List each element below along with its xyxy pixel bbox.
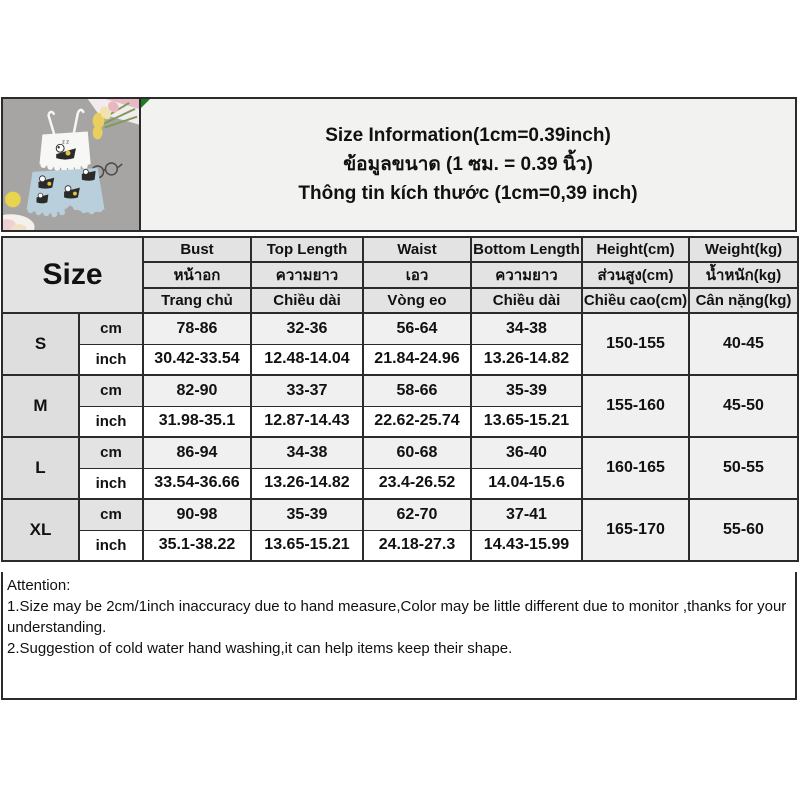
s-height: 150-155 — [582, 313, 689, 375]
s-toplength-cm: 32-36 — [251, 313, 363, 344]
col-header-weight-en: Weight(kg) — [689, 237, 798, 262]
unit-inch: inch — [79, 406, 143, 437]
col-header-weight-vi: Cân nặng(kg) — [689, 288, 798, 313]
row-l-cm — [2, 437, 798, 468]
xl-bottomlength-inch: 14.43-15.99 — [471, 530, 582, 561]
col-header-height-en: Height(cm) — [582, 237, 689, 262]
l-waist-cm: 60-68 — [363, 437, 471, 468]
product-photo — [3, 99, 141, 230]
size-header-cell: Size — [2, 237, 143, 313]
xl-bust-inch: 35.1-38.22 — [143, 530, 251, 561]
attention-heading: Attention: — [7, 577, 71, 594]
unit-inch: inch — [79, 530, 143, 561]
size-label-l: L — [2, 437, 79, 499]
size-table — [1, 236, 799, 562]
xl-toplength-inch: 13.65-15.21 — [251, 530, 363, 561]
attention-note-2: 2.Suggestion of cold water hand washing,it can help items keep their shape. — [7, 640, 513, 657]
title-vietnamese: Thông tin kích thước (1cm=0,39 inch) — [298, 183, 638, 204]
title-box — [141, 99, 795, 230]
m-bust-cm: 82-90 — [143, 375, 251, 406]
s-bust-cm: 78-86 — [143, 313, 251, 344]
col-header-bust-vi: Trang chủ — [143, 288, 251, 313]
m-bottomlength-inch: 13.65-15.21 — [471, 406, 582, 437]
xl-height: 165-170 — [582, 499, 689, 561]
m-bottomlength-cm: 35-39 — [471, 375, 582, 406]
attention-section — [1, 572, 797, 700]
hero-section — [1, 97, 797, 232]
col-header-toplength-th: ความยาว — [251, 262, 363, 288]
m-toplength-inch: 12.87-14.43 — [251, 406, 363, 437]
title-english: Size Information(1cm=0.39inch) — [325, 125, 611, 146]
row-m-cm — [2, 375, 798, 406]
s-waist-inch: 21.84-24.96 — [363, 344, 471, 375]
l-bottomlength-inch: 14.04-15.6 — [471, 468, 582, 499]
unit-cm: cm — [79, 375, 143, 406]
l-height: 160-165 — [582, 437, 689, 499]
comment-corner-marker — [141, 99, 150, 108]
unit-inch: inch — [79, 344, 143, 375]
xl-weight: 55-60 — [689, 499, 798, 561]
col-header-bottomlength-en: Bottom Length — [471, 237, 582, 262]
col-header-toplength-vi: Chiều dài — [251, 288, 363, 313]
s-bust-inch: 30.42-33.54 — [143, 344, 251, 375]
unit-cm: cm — [79, 499, 143, 530]
col-header-height-vi: Chiều cao(cm) — [582, 288, 689, 313]
s-waist-cm: 56-64 — [363, 313, 471, 344]
l-waist-inch: 23.4-26.52 — [363, 468, 471, 499]
col-header-toplength-en: Top Length — [251, 237, 363, 262]
l-bust-cm: 86-94 — [143, 437, 251, 468]
xl-bottomlength-cm: 37-41 — [471, 499, 582, 530]
row-s-cm — [2, 313, 798, 344]
size-label-s: S — [2, 313, 79, 375]
s-toplength-inch: 12.48-14.04 — [251, 344, 363, 375]
l-toplength-cm: 34-38 — [251, 437, 363, 468]
size-label-m: M — [2, 375, 79, 437]
m-waist-cm: 58-66 — [363, 375, 471, 406]
l-toplength-inch: 13.26-14.82 — [251, 468, 363, 499]
m-waist-inch: 22.62-25.74 — [363, 406, 471, 437]
s-bottomlength-inch: 13.26-14.82 — [471, 344, 582, 375]
xl-bust-cm: 90-98 — [143, 499, 251, 530]
attention-note-1: 1.Size may be 2cm/1inch inaccuracy due to hand measure,Color may be little different due to monitor ,thanks for your understanding. — [7, 598, 787, 636]
l-bottomlength-cm: 36-40 — [471, 437, 582, 468]
xl-waist-inch: 24.18-27.3 — [363, 530, 471, 561]
col-header-waist-en: Waist — [363, 237, 471, 262]
col-header-bottomlength-vi: Chiều dài — [471, 288, 582, 313]
col-header-bust-th: หน้าอก — [143, 262, 251, 288]
col-header-waist-vi: Vòng eo — [363, 288, 471, 313]
unit-cm: cm — [79, 313, 143, 344]
col-header-height-th: ส่วนสูง(cm) — [582, 262, 689, 288]
pajama-set-illustration — [3, 99, 139, 230]
s-weight: 40-45 — [689, 313, 798, 375]
l-weight: 50-55 — [689, 437, 798, 499]
size-label-xl: XL — [2, 499, 79, 561]
unit-inch: inch — [79, 468, 143, 499]
m-bust-inch: 31.98-35.1 — [143, 406, 251, 437]
col-header-bust-en: Bust — [143, 237, 251, 262]
svg-text:z z: z z — [62, 139, 69, 146]
title-thai: ข้อมูลขนาด (1 ซม. = 0.39 นิ้ว) — [343, 154, 593, 175]
header-row-english — [2, 237, 798, 262]
xl-waist-cm: 62-70 — [363, 499, 471, 530]
col-header-bottomlength-th: ความยาว — [471, 262, 582, 288]
col-header-weight-th: น้ำหนัก(kg) — [689, 262, 798, 288]
row-xl-cm — [2, 499, 798, 530]
m-height: 155-160 — [582, 375, 689, 437]
xl-toplength-cm: 35-39 — [251, 499, 363, 530]
l-bust-inch: 33.54-36.66 — [143, 468, 251, 499]
s-bottomlength-cm: 34-38 — [471, 313, 582, 344]
unit-cm: cm — [79, 437, 143, 468]
col-header-waist-th: เอว — [363, 262, 471, 288]
m-weight: 45-50 — [689, 375, 798, 437]
m-toplength-cm: 33-37 — [251, 375, 363, 406]
